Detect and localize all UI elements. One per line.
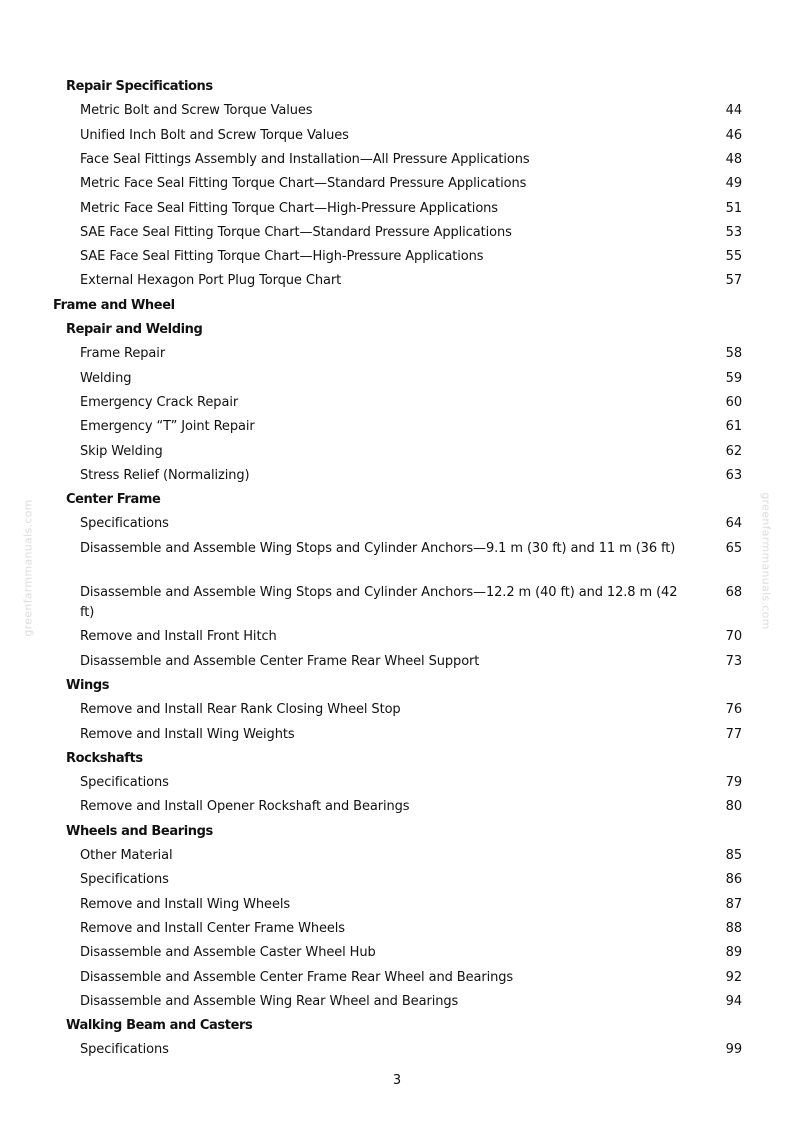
toc-entry-page: 92 [725,969,742,985]
toc-entry-page: 51 [725,200,742,216]
toc-entry-page: 58 [725,346,742,362]
toc-entry-page: 60 [725,394,742,410]
toc-entry-page: 64 [725,516,742,532]
toc-entry-page: 76 [725,702,742,718]
toc-entry-page: 48 [725,151,742,167]
toc-entry-title: Specifications [80,775,169,791]
toc-entry-title: Remove and Install Center Frame Wheels [80,920,345,936]
toc-entry-title: Frame and Wheel [53,297,175,313]
toc-entry-title: Repair and Welding [66,322,203,337]
toc-entry-page: 99 [725,1042,742,1058]
toc-entry-page: 57 [725,273,742,289]
toc-entry-title: Center Frame [66,492,161,508]
toc-entry-page: 46 [725,127,742,143]
page-number: 3 [392,1073,402,1088]
toc-entry-page: 63 [725,467,742,483]
toc-entry-page: 87 [725,896,742,912]
toc-entry-title: Unified Inch Bolt and Screw Torque Values [80,127,349,143]
toc-entry-title: Other Material [80,848,173,863]
toc-entry-page: 53 [725,224,742,240]
toc-entry-title: Disassemble and Assemble Center Frame Rear Wheel and Bearings [80,969,514,985]
toc-entry-title: Metric Bolt and Screw Torque Values [80,103,313,119]
toc-entry-title: Wheels and Bearings [66,823,213,839]
toc-entry-page: 65 [725,540,742,556]
toc-entry-title: SAE Face Seal Fitting Torque Chart—High-Pressure Applications [80,249,484,265]
toc-entry-page: 77 [725,726,742,742]
toc-entry-page: 70 [725,629,742,645]
toc-entry-page: 49 [725,176,742,192]
toc-entry-title: Disassemble and Assemble Center Frame Rear Wheel Support [80,653,480,669]
watermark-right: greenfarmmanuals.com [759,492,773,630]
toc-entry-title: Emergency “T” Joint Repair [80,419,255,435]
toc-entry-title: Emergency Crack Repair [80,394,239,410]
toc-entry-title: Disassemble and Assemble Wing Rear Wheel and Bearings [80,993,459,1009]
toc-entry-page: 68 [725,585,742,600]
toc-entry-page: 61 [725,419,742,435]
toc-entry[interactable] [0,539,794,579]
toc-entry-title: Remove and Install Rear Rank Closing Wheel Stop [80,702,401,718]
toc-entry-page: 80 [725,799,742,815]
toc-entry-title: Remove and Install Wing Weights [80,726,295,742]
toc-entry-title: Disassemble and Assemble Wing Stops and Cylinder Anchors—12.2 m (40 ft) and 12.8 m (42 ft) [80,585,678,620]
toc-entry-page: 94 [725,993,742,1009]
toc-entry-title: External Hexagon Port Plug Torque Chart [80,273,342,289]
toc-entry-title: SAE Face Seal Fitting Torque Chart—Standard Pressure Applications [80,224,512,240]
toc-entry-title: Rockshafts [66,750,143,766]
toc-entry-page: 73 [725,653,742,669]
toc-entry-title: Remove and Install Wing Wheels [80,896,291,912]
toc-entry-page: 85 [725,848,742,863]
toc-entry-title: Walking Beam and Casters [66,1018,253,1034]
toc-entry-title: Remove and Install Front Hitch [80,629,277,645]
toc-entry-title: Metric Face Seal Fitting Torque Chart—High-Pressure Applications [80,200,498,216]
toc-entry-title: Remove and Install Opener Rockshaft and Bearings [80,799,410,815]
toc-entry-title: Face Seal Fittings Assembly and Installation—All Pressure Applications [80,151,530,167]
toc-entry-title: Frame Repair [80,346,166,362]
toc-entry-title: Wings [66,677,110,693]
watermark-left: greenfarmmanuals.com [21,499,35,637]
toc-entry-page: 79 [725,775,742,791]
toc-entry-page: 55 [725,249,742,265]
toc-entry-page: 86 [725,872,742,888]
toc-entry-title: Repair Specifications [66,79,213,94]
toc-entry-page: 88 [725,920,742,936]
toc-entry-title: Specifications [80,872,169,888]
toc-entry-title: Disassemble and Assemble Wing Stops and Cylinder Anchors—9.1 m (30 ft) and 11 m (36 ft) [80,540,676,556]
toc-entry-page: 62 [725,443,742,459]
toc-entry-title: Skip Welding [80,443,163,459]
toc-entry-page: 89 [725,945,742,961]
toc-entry-title: Disassemble and Assemble Caster Wheel Hub [80,945,376,961]
toc-entry-title: Specifications [80,516,169,532]
toc-entry-title: Specifications [80,1042,169,1058]
toc-entry-title: Stress Relief (Normalizing) [80,467,250,483]
toc-entry-page: 44 [725,103,742,119]
toc-entry-title: Welding [80,370,132,386]
toc-entry-title: Metric Face Seal Fitting Torque Chart—Standard Pressure Applications [80,176,527,192]
toc-entry[interactable] [0,583,794,623]
toc-entry-page: 59 [725,370,742,386]
